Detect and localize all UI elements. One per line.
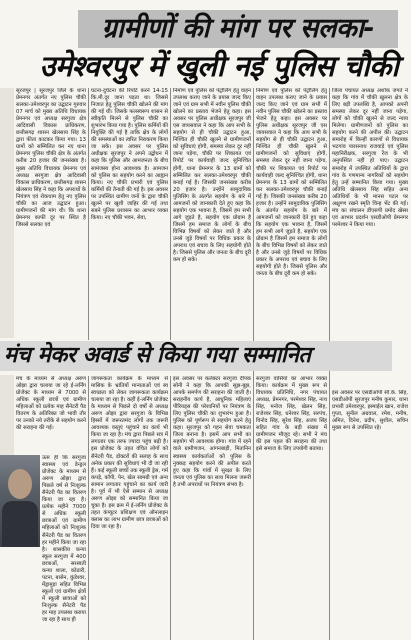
- headline-line-1: ग्रामीणों की मांग पर सलका-: [78, 10, 398, 48]
- article2-column-2: जागरूकता कार्यक्रम के माध्यम से मासिक के भ्रांतियों मान्यताओं एवं स्व स्वच्छता को लेकर जागरूकता कार्यक्रम चलाया जा रहा है। कहीं ई-लर्निंग प्रोजेक्ट के माध्यम से पिछले दो वर्षों से अध्यक्ष अरुण ओझा द्वारा सरगुजा के विभिन्न हिस्सों में जरूरतमंद लोगों तक जरूरी आवश्यक वस्तुएं पहुंचाने का कार्य भी किया जा रहा है। मंच द्वारा पिछले सत्र में लगातार एक तरफ ज्यादा पहुंच बढ़ी है। इस प्रोजेक्ट के तहत वंचित लोगों को सैनेटरी पैड, डोक्टरों की सलाह के साथ अनेक प्रकार की सुविधाएं भी दी जा रही हैं। कई स्कूली बच्चों तक स्कूली ड्रेस, गर्म कपड़े, कॉपी, पेन, खेल सामग्री एवं अन्य सामान लगातार पहुंचाने का कार्य जारी है। पूर्व में भी ऐसे सम्मान से अध्यक्ष अरुण ओझा को सम्मानित किया जा चुका है। इस क्रम में ई-लर्निंग प्रोजेक्ट के तहत कंप्यूटर प्रशिक्षण एवं ऑनलाइन क्लास का लाभ ग्रामीण छात्र छात्राओं को दिया जा रहा है।: [91, 376, 168, 530]
- headline-line-2: उमेश्वरपुर में खुली नई पुलिस चौकी: [39, 49, 399, 83]
- column-divider: [88, 88, 89, 340]
- article2-column-1-top: मंच के माध्यम से अध्यक्ष अरुण ओझा द्वारा चलाया जा रहे ई-लर्निंग प्रोजेक्ट के माध्यम से 7000 से अधिक स्कूली छात्रों एवं ग्रामीण महिलाओं को प्रत्येक माह सैनेटरी पैड वितरण के अतिरिक्त जो भावी तौर पर उनको नये तरीके से सहयोग करने की सराहना की गई।: [16, 376, 86, 432]
- article1-column-2: घटना-दुर्घटना की रिपोर्ट करने 14-15 कि.मी.दूर जाना पड़ता था। जिससे निजात हेतु पुलिस चौकी खोलने की मांग की गई थी। जिसके फलस्वरूप शासन से स्वीकृति मिलने से पुलिस चौकी का शुभारंभ किया गया है। पुलिस कर्मियों की नियुक्ति की गई है ताकि क्षेत्र के लोगों की समस्याओं का त्वरित निराकरण किया जा सके। इस अवसर पर पुलिस अधीक्षक सूरजपुर ने अपने उद्बोधन में कहा कि पुलिस और आमजनता के बीच सामंजस्य होना आवश्यक है। आमजन को पुलिस का सहयोग करने का आह्वान किया। नए चौकी प्रभारी एवं पुलिस कर्मियों की तैनाती की गई है। इस अवसर पर उपस्थित ग्रामीण जनों के द्वारा चौकी खुलने पर खुशी जाहिर की गई तथा सबने पुलिस प्रशासन का आभार व्यक्त किया। नए चौकी भवन, सेवा,: [91, 88, 168, 221]
- article2-column-3: इस अवसर पर कलेक्टर सरगुजा दीपक सोनी ने कहा कि आपकी सूझ-बूझ, आपके समर्पण की सराहना की जाती है। सराहनीय कार्य है, आधुनिक महिलाएं पीरियड्स की परेशानियों पर नियंत्रण के लिए पुलिस चौकी का शुभारंभ हुआ है। पुलिस को पूर्णरूप से सहयोग करने हेतु कहा। सूरजपुर को गहन सेवा चमकता जिला बनाना है। इसमें आप सभी का सहयोग भी आवश्यक होगा। गांव में रहने वाले ग्रामीणजन, आंगनबाड़ी, मितानिन स्वास्थ्य कार्यकर्ताओं को पुलिस के नुक्कड़ सहयोग करने की अपील करते हुए कहा कि गांवों में सुरक्षा के लिए जनता एवं पुलिस का साथ मिलना जरूरी है तभी अपराधों पर नियंत्रण संभव है।: [173, 376, 251, 488]
- portrait-body: [2, 501, 38, 547]
- article1-column-3: निर्माण एवं पुलिस को पेट्रोलिंग हेतु वाहन उपलब्ध कराए जाने के प्रयास जल्द किए जाने एवं ग्राम सभी में नवीन पुलिस चौकी खोलने का प्रस्ताव भेजने हेतु कहा। इस अवसर पर पुलिस अधीक्षक सूरजपुर जी एस जायसवाल ने कहा कि आप सभी के सहयोग से ही चौकी उद्घाटन हुआ, निश्चित ही चौकी खुलने से ग्रामीणजनों को सुविधाएं होगी, समस्या लेकर दूर नहीं जाना पड़ेगा, चौकी पर शिकायत एवं रिपोर्ट पर कार्यवाही जल्द सुनिश्चित होगी, थाना प्रेमनगर के 13 ग्रामों को सम्मिलित कर सलका-उमेश्वरपुर चौकी बनाई गई है। जिसकी जनसंख्या करीब 20 हजार है। उन्होंने सामुदायिक पुलिसिंग के अंतर्गत सहयोग के बारे में आमजनों को जानकारी देते हुए कहा कि सहयोग एक भावना है, जिसमें हम सभी आगे जुड़ते है, सहयोग एक प्रोग्राम है जिसमें हम समाज के लोगों के बीच विभिन्न विषयों को लेकर जाते है और उनसे जुड़े विषयों पर विधिक प्रकार के अपराध एवं बचाव के लिए सहयोगी होते है। जिससे पुलिस और जनता के बीच दूरी कम हो सके।: [173, 88, 251, 264]
- subheadline: मंच मेकर अवार्ड से किया गया सम्मानित: [0, 341, 392, 371]
- column-divider: [170, 376, 171, 640]
- column-divider: [170, 88, 171, 340]
- adjacent-page-strip: [0, 88, 14, 338]
- article1-column-1: सूरजपुर | सूरजपुर जिले के थाना प्रेमनगर अंतर्गत नए पुलिस चौकी सलका-उमेश्वरपुर का उद्घाटन गुरुवार 07 मार्च को मुख्य अतिथि विधायक प्रेमनगर एवं अध्यक्ष सरगुजा क्षेत्र आदिवासी विकास प्राधिकरण, छत्तीसगढ़ शासन खेलसाय सिंह के द्वारा फीता काटकर किया गया। 13 ग्रामों को सम्मिलित कर नए थाना प्रेमनगर पुलिस चौकी क्षेत्र के अंतर्गत करीब 20 हजार की जनसंख्या है। मुख्य अतिथि विधायक प्रेमनगर एवं अध्यक्ष सरगुजा क्षेत्र आदिवासी विकास प्राधिकरण, छत्तीसगढ़ शासन खेलसाय सिंह ने कहा कि अपराधों के नियंत्रण एवं रोकथाम हेतु नए पुलिस चौकी का आज उद्घाटन हुआ। ग्रामीणजनों की मांग थी। कि थाना प्रेमनगर काफी दूर पर स्थित है जिससे सलका एवं: [16, 88, 86, 228]
- article2-column-1-bottom: ऊंस ही कि सरगुजा स्वास्थ्य एवं डेन्ड्रल प्रोजेक्ट के माध्यम से अरुण ओझा द्वारा पिछले वर्ष से निःशुल्क सैनेटरी पैड का वितरण किया जा रहा है। प्रत्येक महीने 7000 से अधिक स्कूली छात्राओं एवं ग्रामीण महिलाओं को निःशुल्क सैनेटरी पैड का वितरण हर महीने किया जा रहा है। शासकीय कन्या स्कूल सरगुजा में 400 छात्राओं, सरस्वती कन्या शाला, कोठारी, पटना, बासेन, कुंडेश्वर, मेंड्रामुड़ा सहित विभिन्न स्कूलों एवं ग्रामीण क्षेत्रों में स्कूली छात्राओं को निःशुल्क सैनेटरी पैड हर माह उपलब्ध कराया जा रहा है साथ ही: [42, 455, 86, 624]
- adjacent-page-strip-lower: [0, 375, 14, 455]
- article2-column-4: सरगुजा वासियों का आभार व्यक्त किया। कार्यक्रम में मुख्य रूप से विधायक प्रतिनिधि, नगर पंचायत अध्यक्ष, प्रेमनगर, परमेश्वर सिंह, नाथ सिंह, मनोज सिंह, खेलन सिंह, राजेश्वर सिंह, धनेश्वर सिंह, सरपंच, विनोद सिंह, सुरेश सिंह, अजय सिंह सहित गांव के बड़ी संख्या में ग्रामीणजन मौजूद रहे। सभी ने मंच की इस पहल की सराहना की तथा इसे समाज के लिए उपयोगी बताया।: [256, 376, 327, 453]
- article1-column-5: इस अवसर पर एसडीओपी सी.के. सिंह, एसडीओपी सूरजपुर मनीष कुमार, थाना प्रभारी उमेश्वरपुर, इस्माईल खान, राजेश गुप्ता, सुनील अग्रवाल, रमेश, मनीष, अमित, दिनेश, प्रदीप, सुशील, सचिन मुख्य रूप से उपस्थित रहे।: [332, 390, 408, 432]
- article1-column-3b: निर्माण एवं पुलिस को पेट्रोलिंग हेतु वाहन उपलब्ध कराए जाने के प्रयास जल्द किए जाने एवं ग्राम सभी में नवीन पुलिस चौकी खोलने का प्रस्ताव भेजने हेतु कहा। इस अवसर पर पुलिस अधीक्षक सूरजपुर जी एस जायसवाल ने कहा कि आप सभी के सहयोग से ही चौकी उद्घाटन हुआ, निश्चित ही चौकी खुलने से ग्रामीणजनों को सुविधाएं होगी, समस्या लेकर दूर नहीं जाना पड़ेगा, चौकी पर शिकायत एवं रिपोर्ट पर कार्यवाही जल्द सुनिश्चित होगी, थाना प्रेमनगर के 13 ग्रामों को सम्मिलित कर सलका-उमेश्वरपुर चौकी बनाई गई है। जिसकी जनसंख्या करीब 20 हजार है। उन्होंने सामुदायिक पुलिसिंग के अंतर्गत सहयोग के बारे में आमजनों को जानकारी देते हुए कहा कि सहयोग एक भावना है, जिसमें हम सभी आगे जुड़ते है, सहयोग एक प्रोग्राम है जिसमें हम समाज के लोगों के बीच विभिन्न विषयों को लेकर जाते है और उनसे जुड़े विषयों पर विधिक प्रकार के अपराध एवं बचाव के लिए सहयोगी होते है। जिससे पुलिस और जनता के बीच दूरी कम हो सके।: [256, 88, 327, 278]
- portrait-face: [8, 469, 32, 499]
- column-divider: [88, 376, 89, 640]
- article1-column-4: जिला पंचायत अध्यक्ष अशोक जगते ने कहा कि गांव में चौकी खुलना क्षेत्र के लिए बड़ी उपलब्धि है, आपको अपनी समस्या लेकर दूर नहीं जाना पड़ेगा, लोगों को चौकी खुलने से जल्द न्याय मिलेगा। ग्रामीणजनों को पुलिस का सहयोग करने की अपील की। उद्घाटन समारोह में किन्हीं कारणों से विधायक भटगांव पारसनाथ राजवाड़े एवं पुलिस महानिरीक्षक, सरगुजा रेंज के भी अनुपस्थित नहीं हो पाए। उद्घाटन समारोह में उपस्थित अतिथियों के द्वारा गांव के गणमान्य नागरिकों को सहयोग हेतु उन्हें सम्मानित किया गया। मुख्य अतिथि खेलसाय सिंह सहित अन्य अतिथियों के भी मानस पटल पर अक्षुण्ण रखने स्मृति चिन्ह भेंट की गई। मंच का संचालन डीएसपी प्रमोद खेस्स एवं आभार प्रदर्शन एसडीओपी प्रेमनगर परमेश्वर ने किया गया।: [332, 88, 408, 228]
- portrait-photo: [0, 455, 40, 547]
